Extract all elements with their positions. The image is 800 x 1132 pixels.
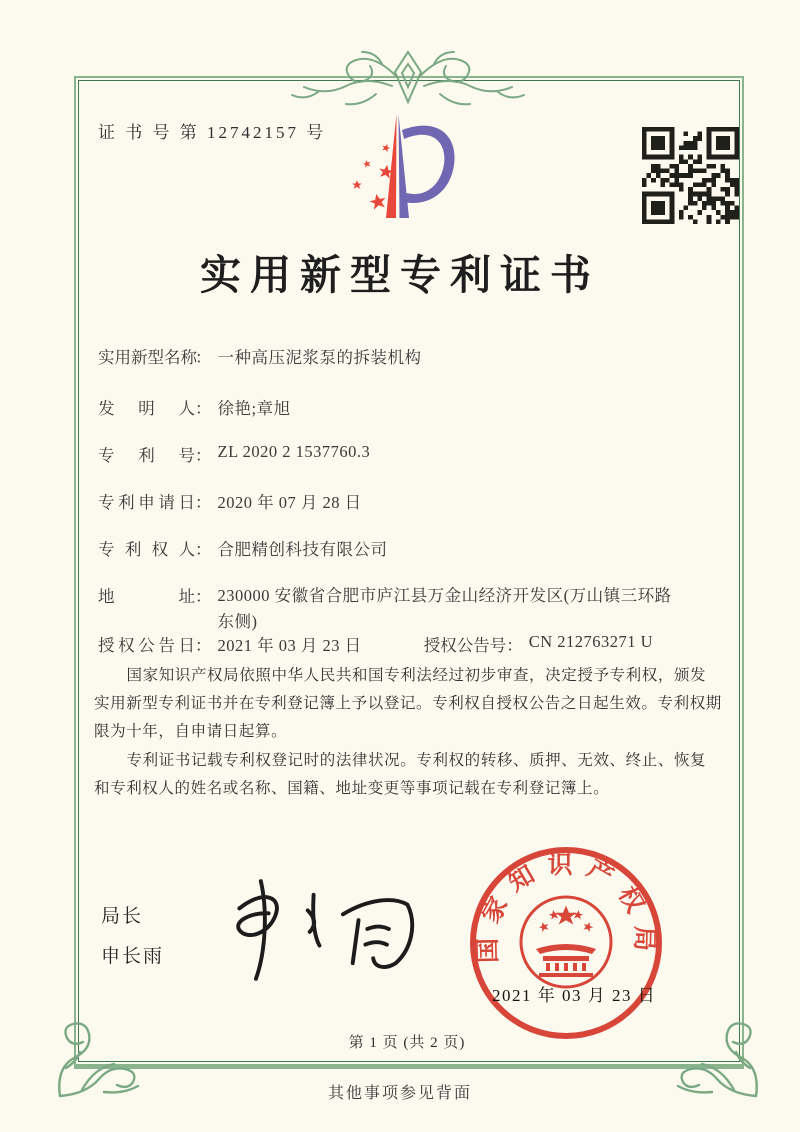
field-value: 一种高压泥浆泵的拆装机构 bbox=[217, 348, 422, 367]
signature-handwriting-icon bbox=[210, 868, 425, 988]
field-value: 2020 年 07 月 28 日 bbox=[217, 493, 362, 512]
field-label: 专利权人 bbox=[98, 540, 195, 559]
certificate-title: 实用新型专利证书 bbox=[200, 252, 600, 298]
field-label: 授权公告日 bbox=[98, 636, 195, 655]
field-label: 地址 bbox=[98, 587, 195, 606]
field-value: ZL 2020 2 1537760.3 bbox=[217, 442, 371, 461]
cnipa-logo-icon bbox=[330, 108, 470, 234]
page-number: 第 1 页 (共 2 页) bbox=[348, 1035, 466, 1051]
commissioner-role-label: 局长 bbox=[101, 906, 144, 927]
field-colon: ： bbox=[195, 540, 212, 559]
field-row-patent-number bbox=[98, 442, 370, 466]
field-row-inventor bbox=[98, 395, 291, 419]
field-colon: ： bbox=[195, 636, 212, 655]
field-value: 230000 安徽省合肥市庐江县万金山经济开发区(万山镇三环路东侧) bbox=[217, 586, 672, 632]
back-side-note: 其他事项参见背面 bbox=[327, 1085, 472, 1102]
field-label: 专利号 bbox=[98, 446, 195, 465]
field-row-application-date bbox=[98, 489, 362, 513]
field-row-utility-model-name bbox=[98, 344, 422, 368]
grant-date-value: 2021 年 03 月 23 日 bbox=[217, 636, 362, 655]
field-colon: ： bbox=[195, 348, 212, 367]
field-label: 实用新型名称 bbox=[98, 348, 197, 367]
field-row-patentee bbox=[98, 536, 388, 560]
legal-paragraph-1: 国家知识产权局依照中华人民共和国专利法经过初步审查，决定授予专利权，颁发实用新型专利证书并在专利登记簿上予以登记。专利权自授权公告之日起生效。专利权期限为十年，自申请日起算。 bbox=[94, 667, 722, 741]
field-colon: ： bbox=[195, 399, 212, 418]
commissioner-name: 申长雨 bbox=[101, 946, 165, 967]
grant-number-pair bbox=[423, 632, 654, 655]
grant-number-value: CN 212763271 U bbox=[528, 632, 654, 651]
field-colon: ： bbox=[195, 587, 212, 606]
legal-paragraph-2: 专利证书记载专利权登记时的法律状况。专利权的转移、质押、无效、终止、恢复和专利权人的姓名或名称、国籍、地址变更等事项记载在专利登记簿上。 bbox=[94, 751, 707, 797]
field-row-address bbox=[98, 583, 676, 636]
field-colon: ： bbox=[506, 636, 523, 655]
field-colon: ： bbox=[195, 446, 212, 465]
certificate-number: 证 书 号 第 12742157 号 bbox=[98, 123, 327, 142]
legal-text-block bbox=[94, 662, 722, 803]
field-label: 授权公告号 bbox=[423, 636, 507, 655]
field-colon: ： bbox=[195, 493, 212, 512]
field-label: 发明人 bbox=[98, 399, 195, 418]
field-row-grant bbox=[98, 632, 653, 656]
border-ornament-icon bbox=[278, 42, 538, 112]
seal-ring-text: 国家知识产权局 bbox=[474, 852, 658, 964]
field-value: 徐艳;章旭 bbox=[217, 399, 291, 418]
field-label: 专利申请日 bbox=[98, 493, 195, 512]
national-emblem-seal-icon bbox=[466, 843, 666, 1043]
grant-seal-date: 2021 年 03 月 23 日 bbox=[492, 986, 657, 1005]
qr-code-icon bbox=[642, 127, 739, 224]
field-value: 合肥精创科技有限公司 bbox=[217, 540, 388, 559]
